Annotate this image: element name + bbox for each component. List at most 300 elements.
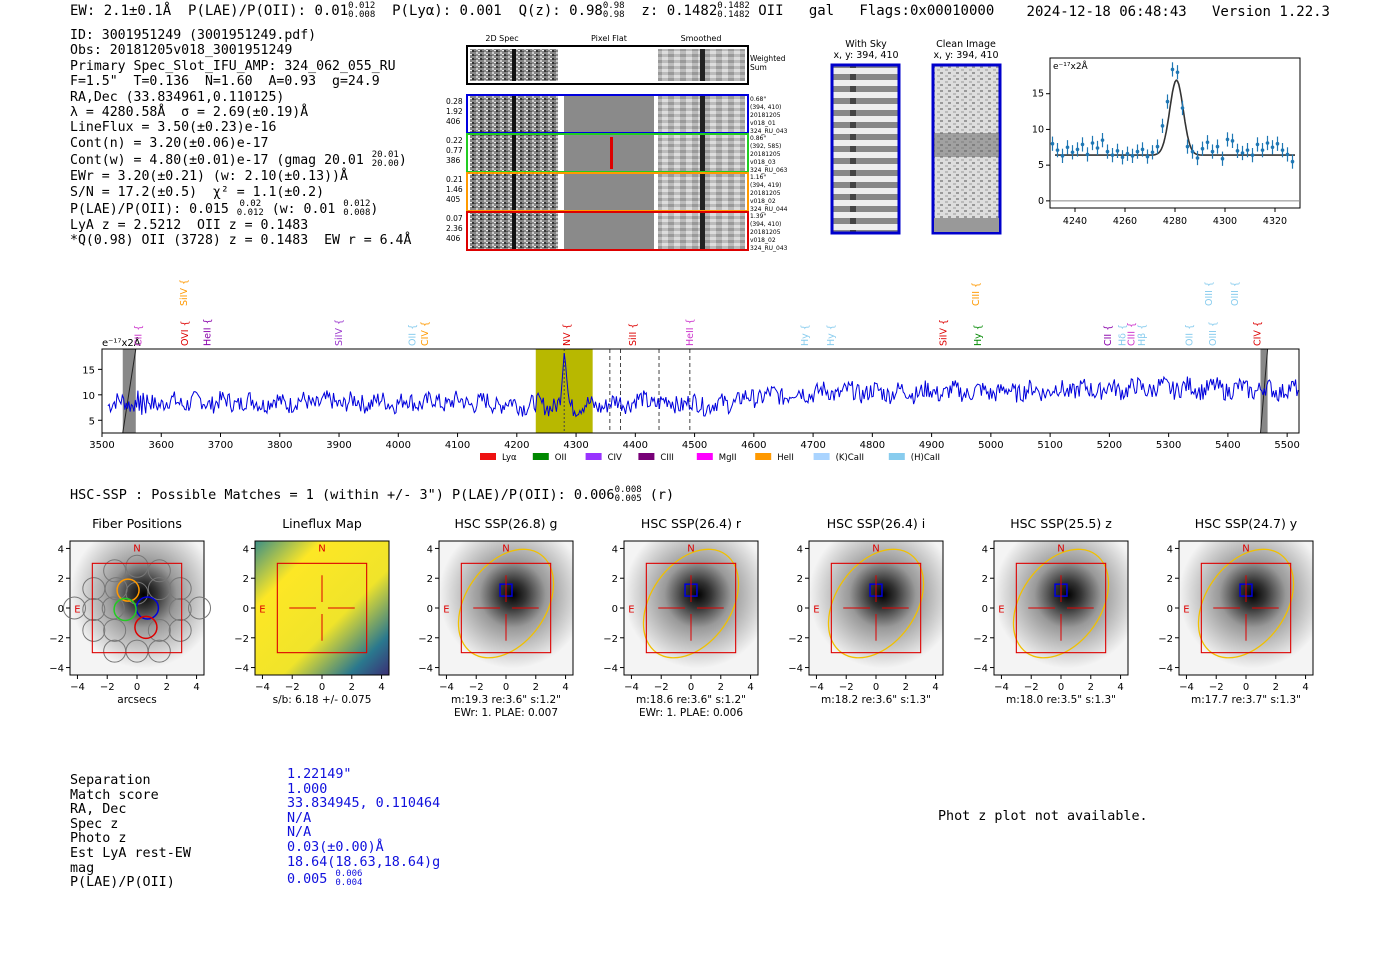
panel-ytick: 4 [426, 544, 433, 556]
panel-xtick: 2 [163, 682, 170, 693]
panel-xtick: 2 [717, 682, 724, 693]
value-lya-ew: 0.03(±0.00)Å [287, 839, 384, 855]
svg-text:CIII {: CIII { [1126, 321, 1138, 346]
header-flags: Flags:0x00010000 [859, 3, 995, 19]
svg-text:OII {: OII { [1184, 323, 1196, 346]
line-id-label [1204, 281, 1215, 306]
row-right-label: v018_01 [750, 120, 776, 127]
fit-xtick: 4320 [1262, 216, 1288, 227]
hsc-panel [788, 516, 943, 706]
version: Version 1.22.3 [1211, 4, 1330, 20]
spectrum-xtick: 3600 [148, 440, 174, 451]
fit-data-point [1051, 137, 1055, 151]
info-contw: Cont(w) = 4.80(±0.01)e-17 (gmag 20.01 20.01 20.00 ) [70, 150, 407, 170]
panel-footnote: m:17.7 re:3.7" s:1.3" [1191, 694, 1301, 706]
panel-xtick: 2 [532, 682, 539, 693]
row-right-label: (394, 419) [750, 182, 782, 189]
spectrum-xtick: 4400 [622, 440, 649, 451]
spectrum-xtick: 4200 [504, 440, 530, 451]
legend-item [814, 453, 864, 463]
svg-text:(H)CaII: (H)CaII [910, 453, 940, 463]
panel-ytick: 4 [242, 544, 249, 556]
panel-ytick: 0 [1166, 604, 1173, 615]
col-pixel-flat: Pixel Flat [591, 34, 627, 43]
cutout-rows [446, 95, 788, 252]
panel-footnote-2: EWr: 1. PLAE: 0.006 [638, 707, 744, 719]
fit-ytick: 15 [1031, 88, 1044, 100]
row-pixel-flat [564, 135, 654, 171]
row-left-label: 405 [446, 195, 461, 204]
legend-item [697, 453, 737, 463]
svg-text:Hδ {: Hδ { [1117, 323, 1129, 346]
row-left-label: 386 [446, 156, 461, 165]
info-lineflux: LineFlux = 3.50(±0.23)e-16 [70, 120, 277, 136]
fit-data-point [1151, 145, 1155, 159]
panel-footnote: s/b: 6.18 +/- 0.075 [272, 694, 372, 706]
value-mag: 18.64(18.63,18.64)g [287, 854, 441, 870]
panel-ytick: −4 [418, 663, 433, 675]
line-id-label [800, 324, 811, 346]
header-qz-bounds: 0.98 0.98 [602, 1, 625, 20]
with-sky-title: With Sky [845, 39, 887, 50]
row-left-label: 2.36 [446, 224, 463, 233]
panel-xtick: 2 [1087, 682, 1094, 693]
panel-xtick: 0 [1242, 682, 1250, 693]
fit-data-point [1201, 142, 1205, 156]
line-id-label [420, 321, 431, 346]
fit-data-point [1086, 147, 1090, 161]
row-right-label: 0.68" [750, 96, 767, 103]
fit-data-point [1071, 145, 1075, 159]
fit-data-point [1091, 136, 1095, 150]
legend-item [755, 453, 794, 463]
match-labels [70, 774, 191, 891]
svg-text:MgII: MgII [718, 453, 737, 463]
panel-ytick: −4 [603, 663, 618, 675]
value-photo-z: N/A [287, 825, 312, 841]
svg-text:OVI {: OVI { [179, 320, 191, 346]
photz-message: Phot z plot not available. [938, 809, 1148, 824]
label-lya-ew: Est LyA rest-EW [70, 845, 191, 861]
east-label: E [1183, 604, 1190, 616]
fit-data-point [1241, 146, 1245, 160]
east-label: E [813, 604, 820, 616]
label-plae: P(LAE)/P(OII) [70, 875, 175, 891]
line-id-label [628, 323, 639, 346]
panel-xtick: 2 [348, 682, 355, 693]
fit-data-point [1271, 140, 1275, 154]
hsc-panel [418, 516, 573, 719]
panel-xtick: 0 [1057, 682, 1065, 693]
header-plae-bounds: 0.012 0.008 [348, 1, 376, 20]
panel-xtick: 2 [1272, 682, 1279, 693]
row-right-label: 324_RU_063 [750, 167, 788, 174]
legend-item [889, 453, 940, 463]
spectrum-xtick: 4900 [918, 440, 945, 451]
spectrum-xtick: 5300 [1155, 440, 1182, 451]
panel-xtick: −2 [653, 682, 669, 693]
north-label: N [687, 543, 695, 555]
row-left-label: 406 [446, 234, 461, 243]
fit-data-point [1276, 137, 1280, 151]
spectrum-xtick: 4000 [385, 440, 412, 451]
line-id-label [334, 319, 345, 346]
spectrum-unit-label: e⁻¹⁷x2Å [102, 338, 141, 349]
row-right-label: v018_02 [750, 237, 776, 244]
row-right-label: 324_RU_043 [750, 245, 788, 252]
row-left-label: 0.22 [446, 136, 463, 145]
panel-xtick: −2 [99, 682, 115, 693]
row-right-label: 324_RU_044 [750, 206, 788, 213]
fit-data-point [1126, 147, 1130, 161]
spectrum-ytick: 15 [82, 365, 95, 377]
panel-title: HSC SSP(26.4) r [640, 516, 742, 531]
panel-xtick: −2 [1208, 682, 1224, 693]
spectrum-xtick: 3900 [326, 440, 352, 451]
value-radec: 33.834945, 0.110464 [287, 796, 441, 812]
panel-xtick: −4 [624, 682, 639, 693]
panel-xtick: 4 [562, 682, 569, 693]
info-obs: Obs: 20181205v018_3001951249 [70, 43, 293, 59]
svg-text:Hy {: Hy { [799, 324, 811, 346]
panel-xtick: 4 [378, 682, 385, 693]
fit-ytick: 0 [1037, 195, 1044, 207]
panel-ytick: −4 [234, 663, 249, 675]
fit-ytick: 5 [1037, 160, 1044, 172]
info-contn: Cont(n) = 3.20(±0.06)e-17 [70, 135, 269, 151]
north-label: N [872, 543, 880, 555]
fit-data-point [1286, 147, 1290, 161]
info-ewr: EWr = 3.20(±0.21) (w: 2.10(±0.13))Å [70, 169, 348, 185]
spectrum-xtick: 3700 [207, 440, 234, 451]
east-label: E [443, 604, 450, 616]
label-match-score: Match score [70, 787, 159, 803]
info-plae: P(LAE)/P(OII): 0.015 0.02 0.012 (w: 0.01 0.012 0.008 ) [70, 199, 379, 219]
cutout-row [446, 212, 788, 252]
svg-text:(K)CaII: (K)CaII [835, 453, 864, 463]
panel-footnote-2: EWr: 1. PLAE: 0.007 [453, 707, 559, 719]
fit-xtick: 4300 [1212, 216, 1238, 227]
fit-ytick: 10 [1031, 124, 1044, 136]
panel-ytick: 0 [611, 604, 618, 615]
header-ew: EW: 2.1±0.1Å [70, 3, 172, 19]
header-line [70, 2, 994, 20]
panel-ytick: 0 [242, 604, 249, 615]
hsc-panel [234, 516, 389, 706]
row-left-label: 406 [446, 117, 461, 126]
header-z-bounds: 0.1482 0.1482 [717, 1, 750, 20]
panel-xtick: 0 [872, 682, 880, 693]
hsc-panel [973, 516, 1128, 706]
spectrum-xtick: 4100 [444, 440, 471, 451]
panel-ytick: 2 [796, 574, 803, 586]
fit-data-point [1096, 141, 1100, 155]
svg-text:Lyα: Lyα [502, 453, 517, 463]
legend-item [480, 453, 517, 463]
col-2d-spec: 2D Spec [485, 34, 519, 43]
row-right-label: 0.86" [750, 135, 767, 142]
cutout-grid [440, 30, 800, 260]
panel-ytick: 4 [1166, 544, 1173, 556]
fit-data-point [1121, 150, 1125, 164]
svg-text:Hy {: Hy { [972, 324, 984, 346]
row-right-label: v018_02 [750, 198, 776, 205]
panel-xtick: −2 [284, 682, 300, 693]
panel-xtick: 4 [1117, 682, 1124, 693]
svg-text:CII {: CII { [1103, 324, 1115, 346]
panel-ytick: −2 [973, 633, 988, 645]
panel-title: Lineflux Map [282, 516, 362, 531]
svg-text:HeII {: HeII { [202, 318, 214, 346]
panel-title: HSC SSP(26.4) i [826, 516, 926, 531]
panel-title: HSC SSP(26.8) g [454, 516, 558, 531]
spectrum-xtick: 5500 [1274, 440, 1300, 451]
row-left-label: 0.77 [446, 146, 463, 155]
line-id-label [826, 324, 837, 346]
panel-ytick: 2 [242, 574, 249, 586]
header-qz: Q(z): 0.98 [518, 3, 603, 19]
panel-ytick: 0 [57, 604, 64, 615]
header-class: gal [808, 3, 835, 19]
panel-ytick: 2 [981, 574, 988, 586]
line-id-label [1253, 321, 1264, 346]
panel-ytick: 4 [611, 544, 618, 556]
spectrum-line [108, 353, 1298, 416]
line-fit-plot [1030, 52, 1340, 237]
label-radec: RA, Dec [70, 802, 127, 818]
line-id-label [1184, 324, 1195, 346]
fit-xtick: 4240 [1062, 216, 1088, 227]
fit-data-point [1251, 148, 1255, 162]
value-separation: 1.22149" [287, 767, 352, 782]
spectrum-xtick: 5000 [978, 440, 1004, 451]
header-right [1027, 4, 1330, 20]
header-z: z: 0.1482 [641, 3, 718, 19]
row-pixel-flat [564, 213, 654, 249]
fit-xtick: 4260 [1112, 216, 1138, 227]
svg-text:OIII {: OIII { [1230, 281, 1242, 306]
fit-xtick: 4280 [1162, 216, 1188, 227]
info-radec: RA,Dec (33.834961,0.110125) [70, 89, 285, 105]
fit-data-point [1226, 132, 1230, 146]
svg-text:SiIV {: SiIV { [178, 278, 190, 306]
clean-coords: x, y: 394, 410 [933, 50, 999, 61]
hsc-panel [49, 516, 210, 706]
cutout-row [446, 95, 788, 135]
label-separation: Separation [70, 773, 151, 788]
panel-ytick: −2 [49, 633, 64, 645]
fit-data-point [1221, 152, 1225, 166]
weighted-label-2: Sum [750, 63, 767, 72]
svg-text:OII: OII [554, 453, 567, 463]
line-id-label [179, 279, 190, 306]
spectrum-xtick: 4300 [563, 440, 589, 451]
panel-ytick: −2 [788, 633, 803, 645]
panel-ytick: 4 [57, 544, 64, 556]
fit-data-point [1136, 144, 1140, 158]
fit-data-point [1176, 65, 1180, 79]
panel-footnote: m:18.6 re:3.6" s:1.2" [636, 694, 746, 706]
panel-xtick: 2 [902, 682, 909, 693]
panel-title: Fiber Positions [92, 516, 182, 531]
with-sky-image [832, 65, 899, 233]
row-right-label: (392, 585) [750, 143, 782, 150]
svg-text:HeII {: HeII { [684, 318, 696, 346]
svg-text:NV {: NV { [562, 323, 574, 346]
weighted-label-1: Weighted [750, 54, 786, 63]
panel-xtick: 4 [1302, 682, 1309, 693]
line-id-label [134, 325, 145, 346]
header-plae: P(LAE)/P(OII): 0.01 [188, 3, 349, 19]
panel-ytick: 0 [981, 604, 988, 615]
svg-text:SiIV {: SiIV { [938, 318, 950, 346]
row-left-label: 0.07 [446, 214, 463, 223]
hsc-title: HSC-SSP : Possible Matches = 1 (within +/- 3") P(LAE)/P(OII): 0.006 0.008 0.005 (r) [70, 485, 675, 504]
panel-xtick: −4 [255, 682, 270, 693]
legend-item [586, 453, 622, 463]
fit-unit-label: e⁻¹⁷x2Å [1053, 62, 1088, 72]
panel-xtick: 0 [318, 682, 326, 693]
svg-text:CII {: CII { [133, 324, 145, 346]
fit-data-point [1211, 144, 1215, 158]
panel-ytick: 2 [611, 574, 618, 586]
panel-ytick: −4 [788, 663, 803, 675]
panel-xtick: 0 [687, 682, 695, 693]
fit-data-point [1171, 62, 1175, 76]
panel-title: HSC SSP(25.5) z [1010, 516, 1112, 531]
row-pixel-flat [564, 174, 654, 210]
line-id-label [1230, 281, 1241, 306]
line-id-label [562, 323, 573, 346]
panel-xtick: −4 [439, 682, 454, 693]
row-right-label: 1.39" [750, 213, 767, 220]
panel-xtick: 0 [502, 682, 510, 693]
legend-item [638, 453, 673, 463]
spectrum-xtick: 3500 [89, 440, 115, 451]
value-match-score: 1.000 [287, 781, 328, 797]
panel-xtick: 0 [133, 682, 141, 693]
svg-text:CIV {: CIV { [1252, 321, 1264, 346]
fit-data-point [1166, 94, 1170, 108]
info-primary: Primary Spec_Slot_IFU_AMP: 324_062_055_RU [70, 58, 396, 74]
svg-text:CIV: CIV [607, 453, 622, 463]
legend-item [533, 453, 567, 463]
fit-data-point [1146, 149, 1150, 163]
row-right-label: 324_RU_043 [750, 128, 788, 135]
fit-axes [1050, 58, 1300, 208]
row-right-label: 20181205 [750, 112, 781, 119]
line-id-label [1103, 325, 1114, 346]
row-pixel-flat [564, 96, 654, 132]
panel-ytick: −4 [49, 663, 64, 675]
fit-data-point [1131, 149, 1135, 163]
panel-footnote: m:18.2 re:3.6" s:1.3" [821, 694, 931, 706]
svg-text:Hβ {: Hβ { [1136, 323, 1148, 346]
fit-data-point [1291, 154, 1295, 168]
panel-xtick: 4 [932, 682, 939, 693]
fit-data-point [1196, 151, 1200, 165]
svg-text:CIV {: CIV { [419, 321, 431, 346]
sky-images [820, 36, 1020, 240]
info-lambda: λ = 4280.58Å σ = 2.69(±0.19)Å [70, 105, 309, 121]
value-plae: 0.005 0.006 0.004 [287, 869, 363, 889]
row-left-label: 1.92 [446, 107, 463, 116]
svg-text:CIII {: CIII { [971, 281, 983, 306]
timestamp: 2024-12-18 06:48:43 [1026, 4, 1187, 20]
panel-xtick: −4 [994, 682, 1009, 693]
north-label: N [1242, 543, 1250, 555]
panel-xtick: 4 [747, 682, 754, 693]
line-id-label [408, 324, 419, 346]
panel-ytick: −2 [234, 633, 249, 645]
row-right-label: 1.16" [750, 174, 767, 181]
header-z-line: OII [758, 3, 784, 19]
svg-text:SiIV {: SiIV { [334, 318, 346, 346]
fit-data-point [1061, 149, 1065, 163]
spectrum-ytick: 10 [82, 390, 95, 402]
fit-data-point [1066, 140, 1070, 154]
line-id-label [180, 320, 191, 346]
east-label: E [628, 604, 635, 616]
svg-text:OII {: OII { [407, 323, 419, 346]
east-label: E [259, 604, 266, 616]
spectrum-ytick: 5 [88, 416, 95, 428]
weighted-sum-row [467, 46, 786, 84]
line-id-label [202, 318, 213, 346]
panel-xtick: −4 [1179, 682, 1194, 693]
hsc-panel [1158, 516, 1313, 706]
line-id-label [1208, 321, 1219, 346]
east-label: E [998, 604, 1005, 616]
spectrum-xtick: 4600 [741, 440, 767, 451]
row-right-label: 20181205 [750, 190, 781, 197]
line-id-label [938, 319, 949, 346]
fit-data-point [1106, 144, 1110, 158]
info-lya: LyA z = 2.5212 OII z = 0.1483 [70, 218, 309, 234]
col-smoothed: Smoothed [680, 34, 722, 43]
hsc-panel [603, 516, 758, 719]
fit-data-point [1266, 136, 1270, 150]
panel-ytick: −2 [603, 633, 618, 645]
clean-title: Clean Image [936, 39, 996, 50]
panel-xtick: −2 [1023, 682, 1039, 693]
panel-xtick: −2 [838, 682, 854, 693]
north-label: N [502, 543, 510, 555]
line-id-label [685, 318, 696, 346]
label-mag: mag [70, 860, 95, 876]
panel-xtick: −4 [70, 682, 85, 693]
svg-text:SiII {: SiII { [627, 322, 639, 346]
hsc-panels [30, 508, 1360, 726]
panel-ytick: 0 [426, 604, 433, 615]
fit-data-point [1156, 139, 1160, 153]
panel-ytick: 4 [796, 544, 803, 556]
panel-ytick: 4 [981, 544, 988, 556]
fit-data-point [1101, 133, 1105, 147]
with-sky-coords: x, y: 394, 410 [833, 50, 899, 61]
panel-xtick: −4 [809, 682, 824, 693]
row-left-label: 0.21 [446, 175, 463, 184]
fit-data-point [1256, 137, 1260, 151]
cutout-row [446, 134, 788, 174]
fit-data-point [1216, 139, 1220, 153]
spectrum-xtick: 4700 [800, 440, 826, 451]
svg-text:CIII: CIII [660, 453, 674, 463]
panel-ytick: −2 [1158, 633, 1173, 645]
panel-title: HSC SSP(24.7) y [1194, 516, 1298, 531]
row-left-label: 0.28 [446, 97, 463, 106]
spectrum-xtick: 4500 [681, 440, 708, 451]
